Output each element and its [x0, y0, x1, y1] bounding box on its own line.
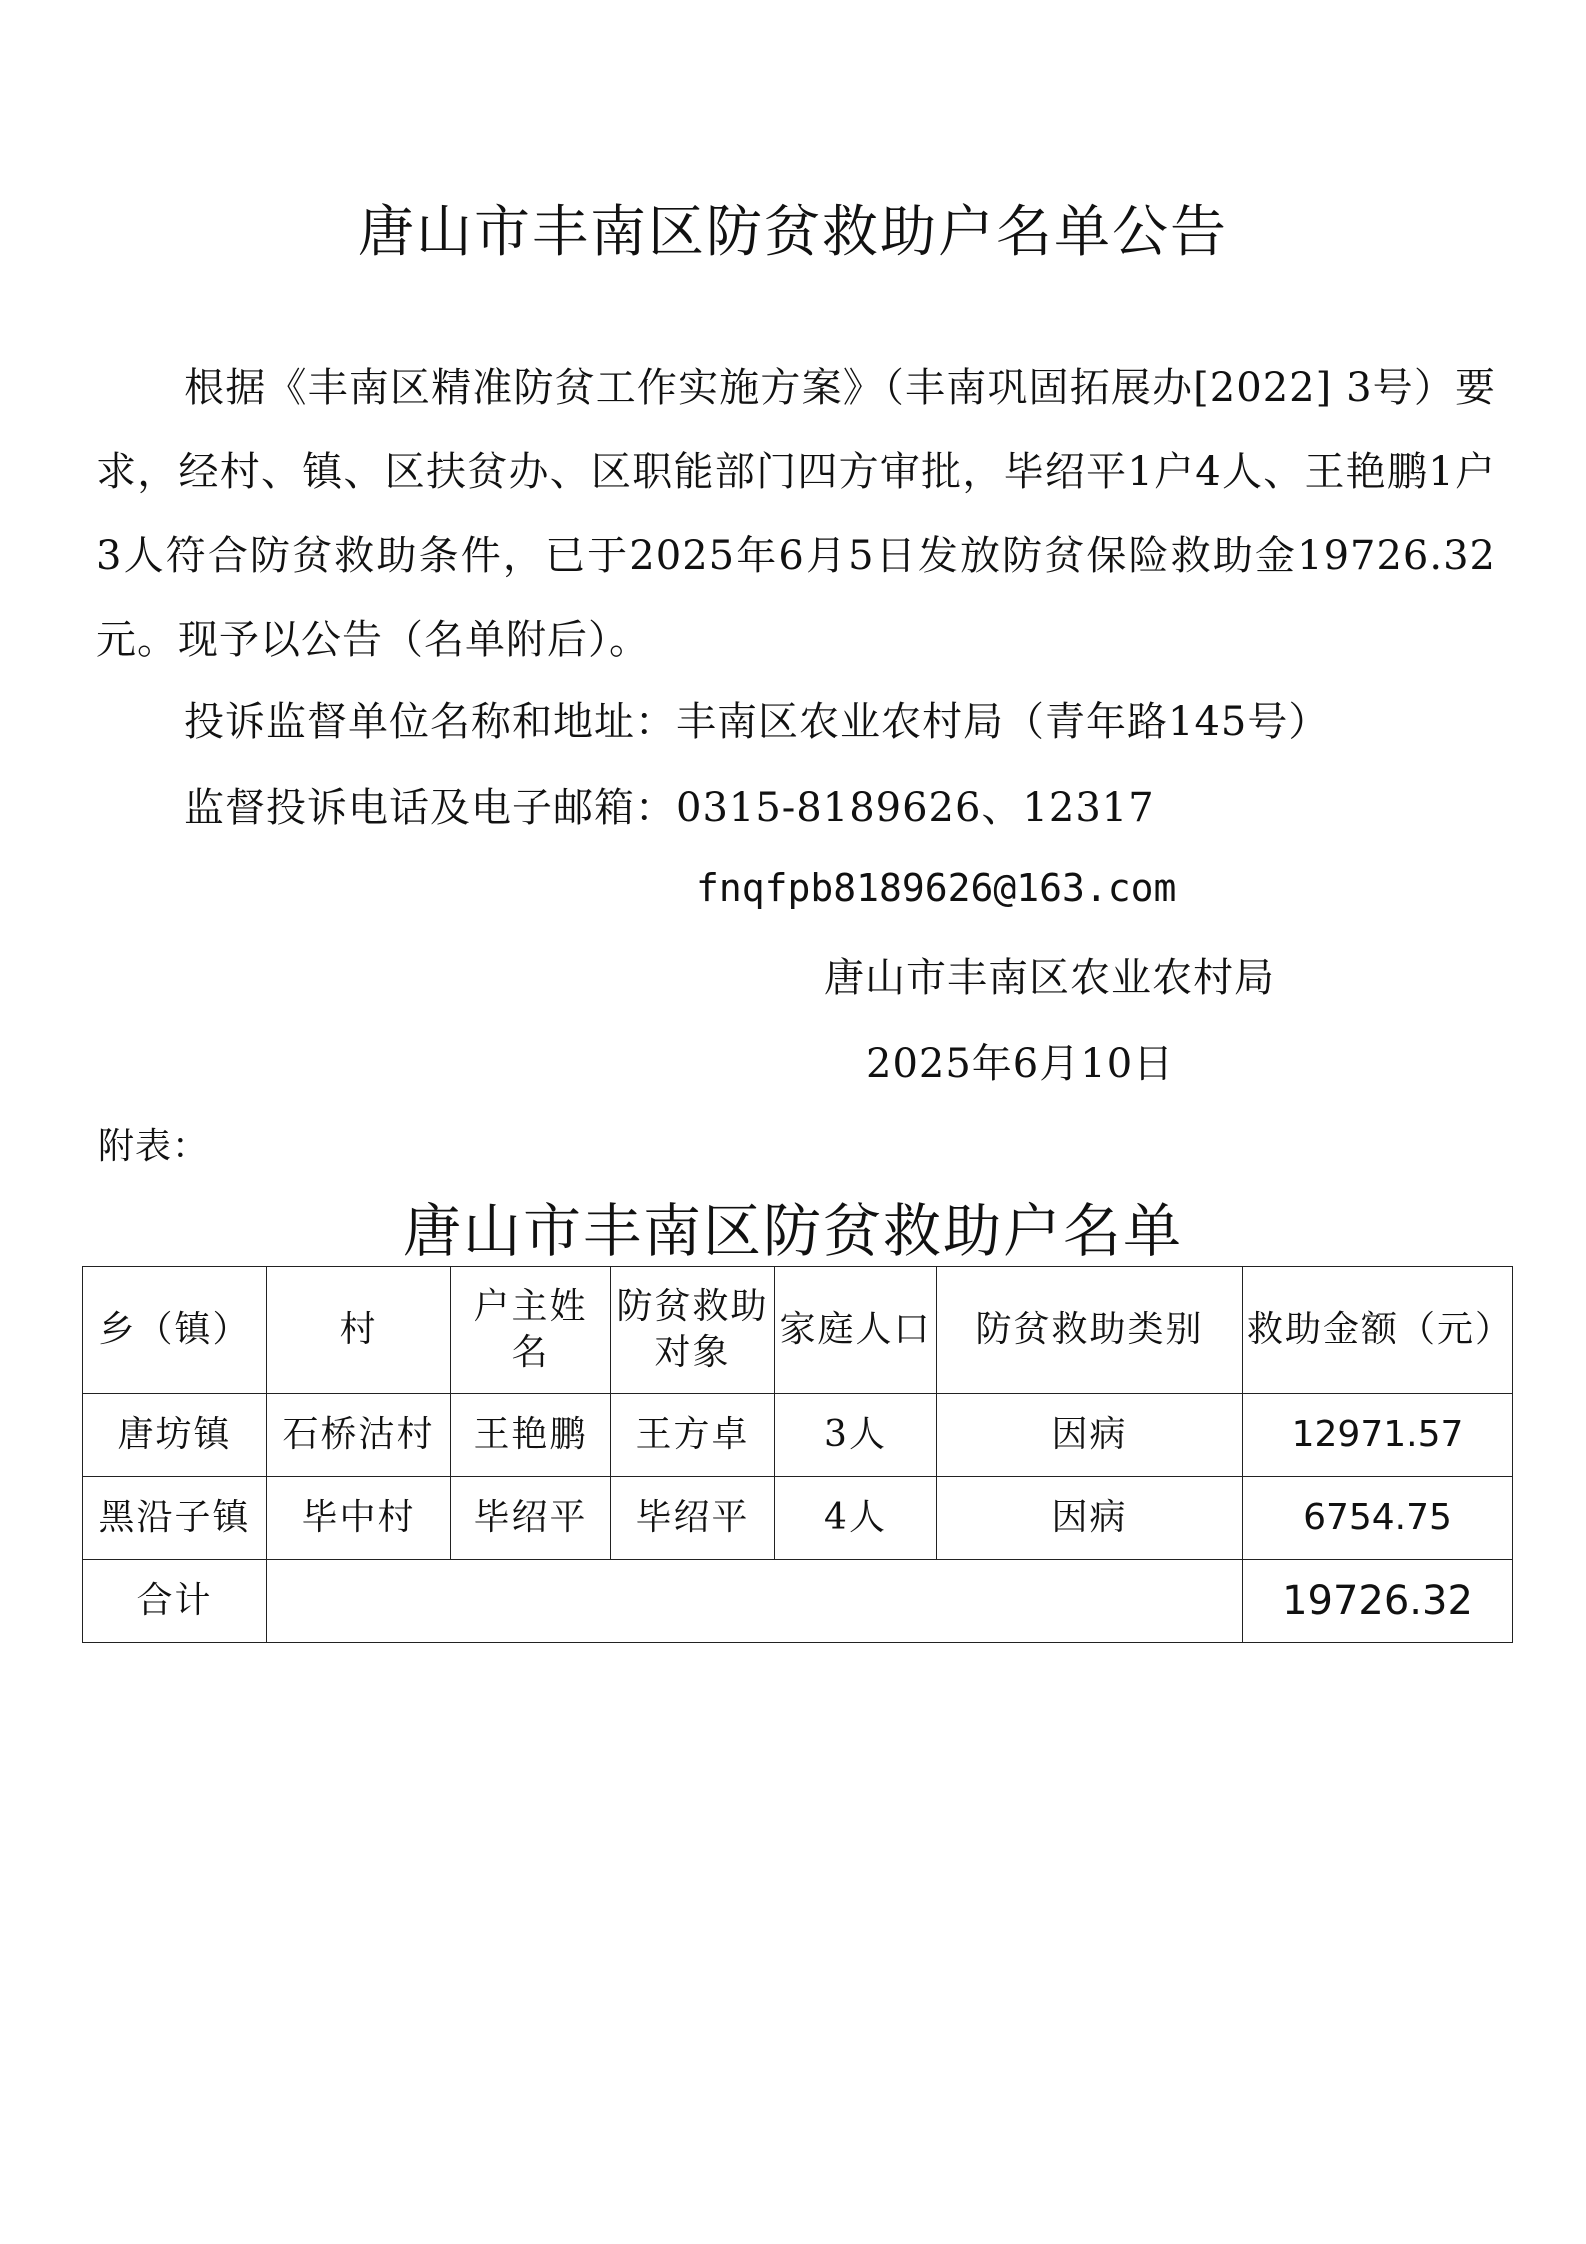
- attachment-label: 附表：: [98, 1126, 210, 1167]
- page-title: 唐山市丰南区防贫救助户名单公告: [358, 200, 1228, 265]
- total-empty-cell: [267, 1560, 1243, 1643]
- cell-town: 黑沿子镇: [83, 1477, 267, 1560]
- table-header-row: [83, 1267, 1513, 1394]
- header-family-size: 家庭人口: [775, 1267, 937, 1394]
- complaint-phone-line: 监督投诉电话及电子邮箱：0315-8189626、12317: [184, 785, 1155, 831]
- cell-relief-target: 毕绍平: [611, 1477, 775, 1560]
- header-town: 乡（镇）: [83, 1267, 267, 1394]
- header-village: 村: [267, 1267, 451, 1394]
- cell-village: 石桥沽村: [267, 1394, 451, 1477]
- table-row: [83, 1394, 1513, 1477]
- cell-family-size: 4人: [775, 1477, 937, 1560]
- cell-village: 毕中村: [267, 1477, 451, 1560]
- header-relief-target: 防贫救助对象: [611, 1267, 775, 1394]
- table-row: [83, 1477, 1513, 1560]
- table-title: 唐山市丰南区防贫救助户名单: [402, 1197, 1183, 1265]
- complaint-email: fnqfpb8189626@163.com: [696, 866, 1177, 910]
- cell-family-size: 3人: [775, 1394, 937, 1477]
- table-total-row: [83, 1560, 1513, 1643]
- cell-relief-amount: 12971.57: [1243, 1394, 1513, 1477]
- total-amount: 19726.32: [1243, 1560, 1513, 1643]
- body-paragraph: [96, 346, 1496, 682]
- cell-householder: 毕绍平: [451, 1477, 611, 1560]
- cell-relief-target: 王方卓: [611, 1394, 775, 1477]
- header-relief-category: 防贫救助类别: [937, 1267, 1243, 1394]
- complaint-unit-line: 投诉监督单位名称和地址：丰南区农业农村局（青年路145号）: [184, 699, 1330, 745]
- header-householder: 户主姓名: [451, 1267, 611, 1394]
- cell-relief-category: 因病: [937, 1477, 1243, 1560]
- cell-town: 唐坊镇: [83, 1394, 267, 1477]
- relief-household-table: [82, 1266, 1513, 1643]
- cell-householder: 王艳鹏: [451, 1394, 611, 1477]
- body-paragraph-text: 根据《丰南区精准防贫工作实施方案》（丰南巩固拓展办[2022] 3号）要求，经村、镇、区扶贫办、区职能部门四方审批，毕绍平1户4人、王艳鹏1户3人符合防贫救助条件，已于2025年6月5日发放防贫保险救助金19726.32元。现予以公告（名单附后）。: [96, 365, 1496, 663]
- total-label: 合计: [83, 1560, 267, 1643]
- cell-relief-amount: 6754.75: [1243, 1477, 1513, 1560]
- issue-date: 2025年6月10日: [866, 1041, 1175, 1087]
- cell-relief-category: 因病: [937, 1394, 1243, 1477]
- header-relief-amount: 救助金额（元）: [1243, 1267, 1513, 1394]
- issuer-name: 唐山市丰南区农业农村局: [824, 955, 1275, 1001]
